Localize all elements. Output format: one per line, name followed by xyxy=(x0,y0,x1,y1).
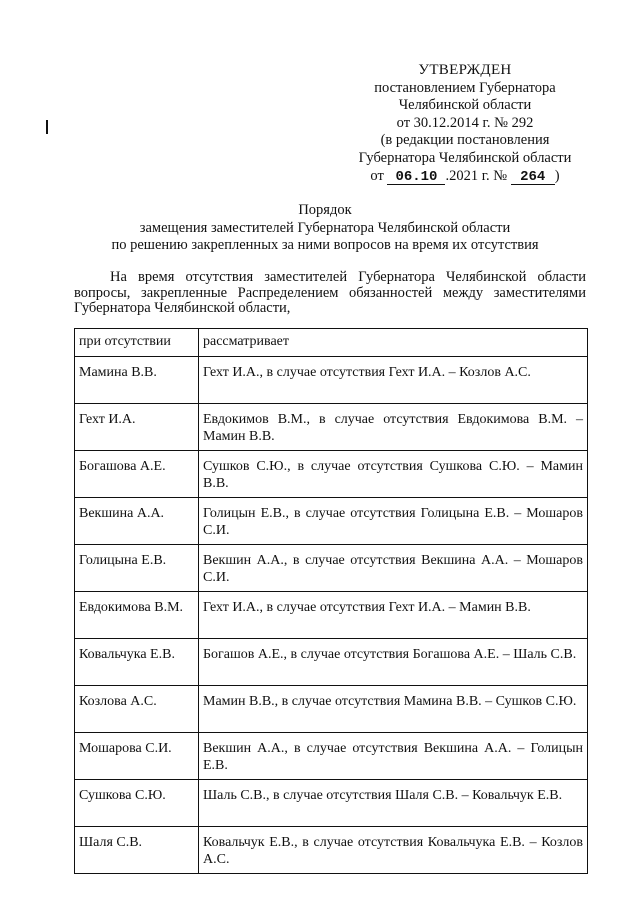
header-absent: при отсутствии xyxy=(75,329,199,357)
intro-text: На время отсутствия заместителей Губернатора Челябинской области вопросы, закрепленные Распределением обязанностей между заместителями Губернатора Челябинской области, xyxy=(74,269,586,317)
table-row xyxy=(75,733,588,780)
table-row xyxy=(75,827,588,874)
substitute-cell: Мамин В.В., в случае отсутствия Мамина В.В. – Сушков С.Ю. xyxy=(199,686,588,733)
amendment-number: 264 xyxy=(511,170,555,185)
table-row xyxy=(75,592,588,639)
substitute-cell: Векшин А.А., в случае отсутствия Векшина А.А. – Мошаров С.И. xyxy=(199,545,588,592)
substitute-cell: Векшин А.А., в случае отсутствия Векшина А.А. – Голицын Е.В. xyxy=(199,733,588,780)
amendment-close: ) xyxy=(554,167,560,184)
amendment-year: .2021 г. № xyxy=(445,167,508,184)
title-line-3: по решению закрепленных за ними вопросов на время их отсутствия xyxy=(111,237,539,253)
amendment-from: от xyxy=(370,167,384,184)
table-row xyxy=(75,686,588,733)
absent-deputy-cell: Гехт И.А. xyxy=(75,404,199,451)
table-header-row xyxy=(75,329,588,357)
absent-deputy-cell: Векшина А.А. xyxy=(75,498,199,545)
substitution-table xyxy=(74,328,588,874)
substitute-cell: Евдокимов В.М., в случае отсутствия Евдокимова В.М. – Мамин В.В. xyxy=(199,404,588,451)
table-row xyxy=(75,545,588,592)
absent-deputy-cell: Голицына Е.В. xyxy=(75,545,199,592)
approval-line-1: постановлением Губернатора xyxy=(374,79,556,96)
approval-amendment-line xyxy=(340,168,590,186)
substitute-cell: Ковальчук Е.В., в случае отсутствия Ковальчука Е.В. – Козлов А.С. xyxy=(199,827,588,874)
approval-line-2: Челябинской области xyxy=(398,97,532,114)
table-row xyxy=(75,498,588,545)
document-title xyxy=(70,202,580,255)
substitute-cell: Сушков С.Ю., в случае отсутствия Сушкова С.Ю. – Мамин В.В. xyxy=(199,451,588,498)
title-line-1: Порядок xyxy=(298,202,352,218)
approval-line-5: Губернатора Челябинской области xyxy=(358,149,572,166)
substitute-cell: Гехт И.А., в случае отсутствия Гехт И.А. – Мамин В.В. xyxy=(199,592,588,639)
substitute-cell: Богашов А.Е., в случае отсутствия Богашова А.Е. – Шаль С.В. xyxy=(199,639,588,686)
absent-deputy-cell: Шаля С.В. xyxy=(75,827,199,874)
table-row xyxy=(75,451,588,498)
title-line-2: замещения заместителей Губернатора Челябинской области xyxy=(139,219,511,236)
table-row xyxy=(75,639,588,686)
absent-deputy-cell: Мошарова С.И. xyxy=(75,733,199,780)
absent-deputy-cell: Ковальчука Е.В. xyxy=(75,639,199,686)
absent-deputy-cell: Евдокимова В.М. xyxy=(75,592,199,639)
amendment-date: 06.10 xyxy=(387,170,445,185)
approval-stamp xyxy=(340,62,590,185)
substitute-cell: Шаль С.В., в случае отсутствия Шаля С.В. – Ковальчук Е.В. xyxy=(199,780,588,827)
header-substitute: рассматривает xyxy=(199,329,588,357)
absent-deputy-cell: Козлова А.С. xyxy=(75,686,199,733)
table-row xyxy=(75,404,588,451)
substitute-cell: Гехт И.А., в случае отсутствия Гехт И.А. – Козлов А.С. xyxy=(199,357,588,404)
absent-deputy-cell: Мамина В.В. xyxy=(75,357,199,404)
intro-paragraph xyxy=(74,270,586,317)
table-row xyxy=(75,780,588,827)
approval-line-4: (в редакции постановления xyxy=(380,132,550,149)
margin-mark xyxy=(46,120,48,134)
table-row xyxy=(75,357,588,404)
absent-deputy-cell: Сушкова С.Ю. xyxy=(75,780,199,827)
approval-heading: УТВЕРЖДЕН xyxy=(418,62,512,78)
approval-line-3: от 30.12.2014 г. № 292 xyxy=(396,114,534,131)
absent-deputy-cell: Богашова А.Е. xyxy=(75,451,199,498)
substitute-cell: Голицын Е.В., в случае отсутствия Голицына Е.В. – Мошаров С.И. xyxy=(199,498,588,545)
